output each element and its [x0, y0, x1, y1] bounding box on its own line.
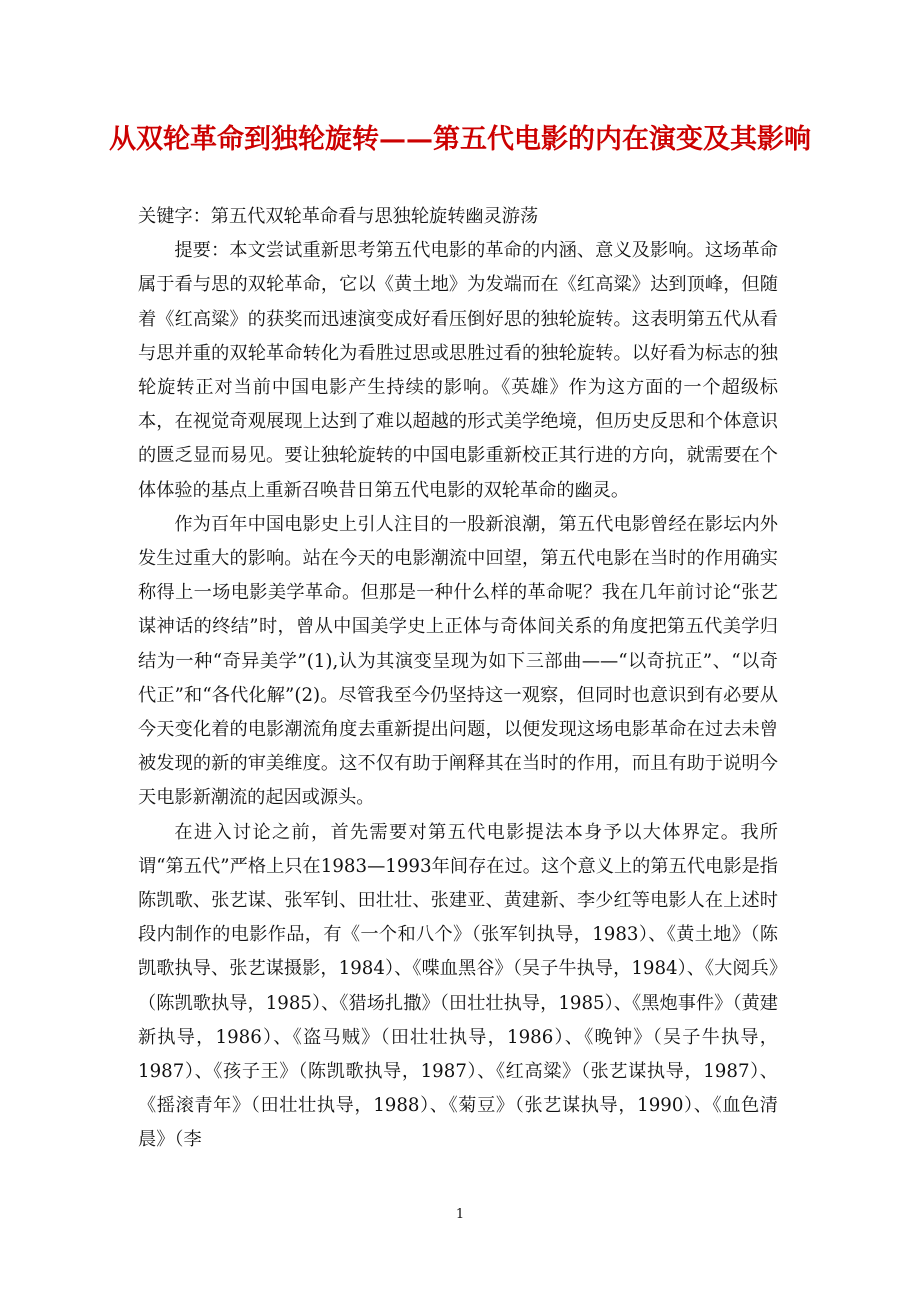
body-paragraph: 在进入讨论之前，首先需要对第五代电影提法本身予以大体界定。我所谓“第五代”严格上只在1983—1993年间存在过。这个意义上的第五代电影是指陈凯歌、张艺谋、张军钊、田壮壮、张建亚、黄建新、李少红等电影人在上述时段内制作的电影作品，有《一个和八个》（张军钊执导，1983）、《黄土地》（陈凯歌执导、张艺谋摄影，1984）、《喋血黑谷》（吴子牛执导，1984）、《大阅兵》（陈凯歌执导，1985）、《猎场扎撒》（田壮壮执导，1985）、《黑炮事件》（黄建新执导，1986）、《盗马贼》（田壮壮执导，1986）、《晚钟》（吴子牛执导，1987）、《孩子王》（陈凯歌执导，1987）、《红高粱》（张艺谋执导，1987）、《摇滚青年》（田壮壮执导，1988）、《菊豆》（张艺谋执导，1990）、《血色清晨》（李: [138, 821, 778, 1151]
document-title: 从双轮革命到独轮旋转——第五代电影的内在演变及其影响: [109, 124, 811, 155]
body-paragraph: 作为百年中国电影史上引人注目的一股新浪潮，第五代电影曾经在影坛内外发生过重大的影响。站在今天的电影潮流中回望，第五代电影在当时的作用确实称得上一场电影美学革命。但那是一种什么样的革命呢？我在几年前讨论“张艺谋神话的终结”时，曾从中国美学史上正体与奇体间关系的角度把第五代美学归结为一种“奇异美学”(1),认为其演变呈现为如下三部曲——“以奇抗正”、“以奇代正”和“各代化解”(2)。尽管我至今仍坚持这一观察，但同时也意识到有必要从今天变化着的电影潮流角度去重新提出问题，以便发现这场电影革命在过去未曾被发现的新的审美维度。这不仅有助于阐释其在当时的作用，而且有助于说明今天电影新潮流的起因或源头。: [138, 513, 778, 809]
page-number: 1: [455, 1207, 465, 1222]
abstract-paragraph: 提要：本文尝试重新思考第五代电影的革命的内涵、意义及影响。这场革命属于看与思的双轮革命，它以《黄土地》为发端而在《红高粱》达到顶峰，但随着《红高粱》的获奖而迅速演变成好看压倒好思的独轮旋转。这表明第五代从看与思并重的双轮革命转化为看胜过思或思胜过看的独轮旋转。以好看为标志的独轮旋转正对当前中国电影产生持续的影响。《英雄》作为这方面的一个超级标本，在视觉奇观展现上达到了难以超越的形式美学绝境，但历史反思和个体意识的匮乏显而易见。要让独轮旋转的中国电影重新校正其行进的方向，就需要在个体体验的基点上重新召唤昔日第五代电影的双轮革命的幽灵。: [138, 240, 778, 501]
document-body: [138, 200, 778, 1158]
keywords-line: 关键字：第五代双轮革命看与思独轮旋转幽灵游荡: [138, 206, 539, 227]
